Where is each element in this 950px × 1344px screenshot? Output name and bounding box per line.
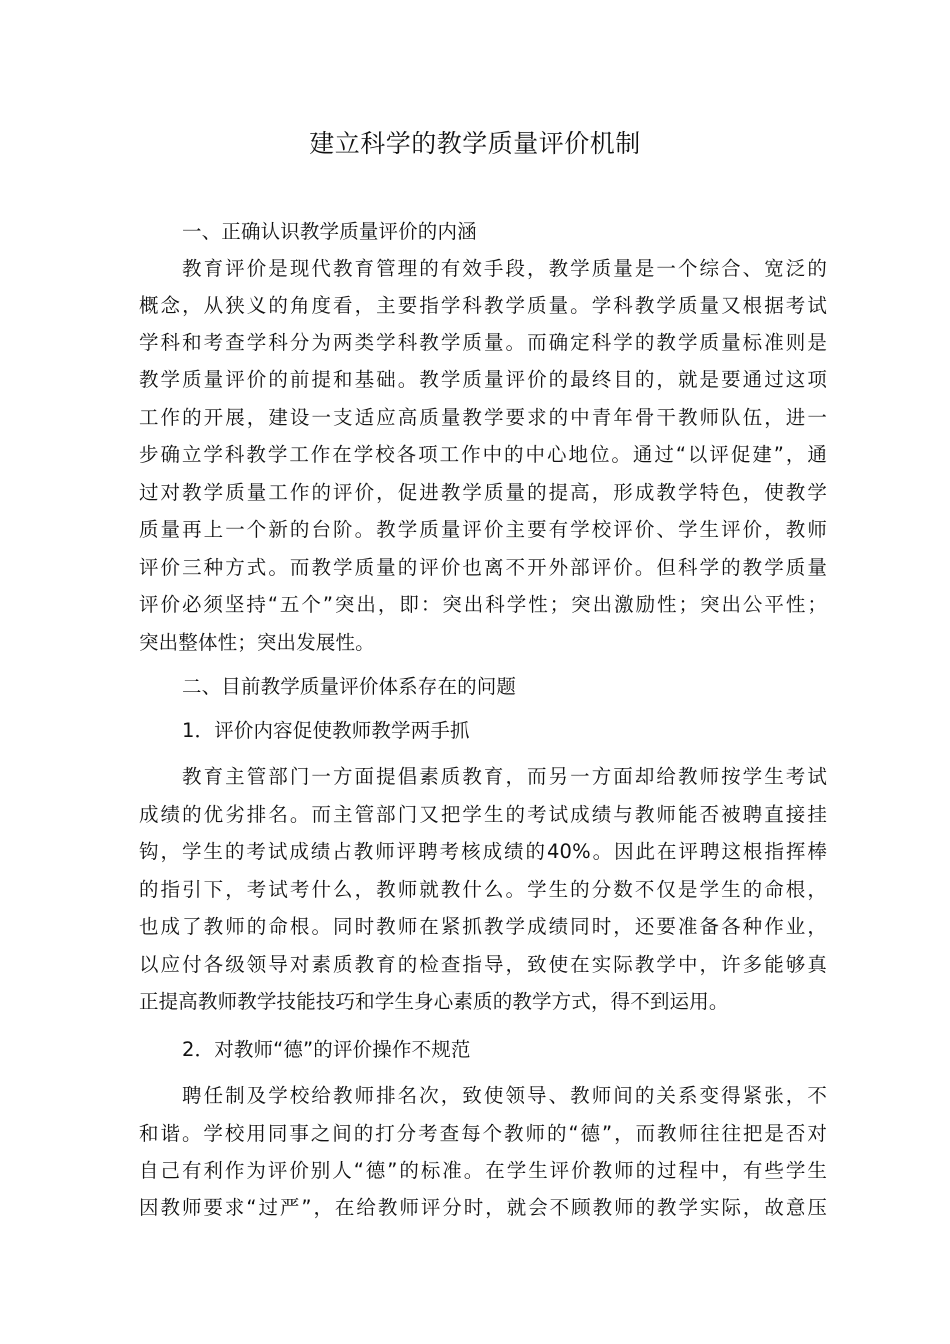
paragraph-line: 正提高教师教学技能技巧和学生身心素质的教学方式，得不到运用。 — [139, 990, 729, 1013]
paragraph-line: 学科和考查学科分为两类学科教学质量。而确定科学的教学质量标准则是 — [139, 331, 827, 354]
paragraph-line: 和谐。学校用同事之间的打分考查每个教师的“德”，而教师往往把是否对 — [139, 1122, 827, 1145]
paragraph-line: 以应付各级领导对素质教育的检查指导，致使在实际教学中，许多能够真 — [139, 953, 827, 976]
section-heading-1: 一、正确认识教学质量评价的内涵 — [182, 220, 477, 243]
paragraph-line: 钩，学生的考试成绩占教师评聘考核成绩的40%。因此在评聘这根指挥棒 — [139, 840, 827, 863]
paragraph-line: 的指引下，考试考什么，教师就教什么。学生的分数不仅是学生的命根， — [139, 878, 827, 901]
paragraph-line: 教育评价是现代教育管理的有效手段，教学质量是一个综合、宽泛的 — [182, 257, 827, 280]
subsection-heading-2: 2．对教师“德”的评价操作不规范 — [182, 1038, 471, 1061]
paragraph-line: 工作的开展，建设一支适应高质量教学要求的中青年骨干教师队伍，进一 — [139, 406, 827, 429]
paragraph-line: 概念，从狭义的角度看，主要指学科教学质量。学科教学质量又根据考试 — [139, 294, 827, 317]
paragraph-line: 教学质量评价的前提和基础。教学质量评价的最终目的，就是要通过这项 — [139, 368, 827, 391]
paragraph-line: 自己有利作为评价别人“德”的标准。在学生评价教师的过程中，有些学生 — [139, 1159, 827, 1182]
paragraph-line: 成绩的优劣排名。而主管部门又把学生的考试成绩与教师能否被聘直接挂 — [139, 803, 827, 826]
section-heading-2: 二、目前教学质量评价体系存在的问题 — [182, 675, 517, 698]
paragraph-line: 因教师要求“过严”，在给教师评分时，就会不顾教师的教学实际，故意压 — [139, 1196, 827, 1219]
paragraph-line: 步确立学科教学工作在学校各项工作中的中心地位。通过“以评促建”，通 — [139, 443, 827, 466]
paragraph-line: 聘任制及学校给教师排名次，致使领导、教师间的关系变得紧张，不 — [182, 1084, 827, 1107]
paragraph-line: 评价必须坚持“五个”突出，即：突出科学性；突出激励性；突出公平性； — [139, 593, 827, 616]
paragraph-line: 突出整体性；突出发展性。 — [139, 631, 375, 654]
paragraph-line: 过对教学质量工作的评价，促进教学质量的提高，形成教学特色，使教学 — [139, 481, 827, 504]
paragraph-line: 教育主管部门一方面提倡素质教育，而另一方面却给教师按学生考试 — [182, 765, 827, 788]
paragraph-line: 质量再上一个新的台阶。教学质量评价主要有学校评价、学生评价，教师 — [139, 518, 827, 541]
document-title: 建立科学的教学质量评价机制 — [309, 129, 641, 158]
subsection-heading-1: 1．评价内容促使教师教学两手抓 — [182, 719, 470, 742]
paragraph-line: 也成了教师的命根。同时教师在紧抓教学成绩同时，还要准备各种作业， — [139, 915, 827, 938]
paragraph-line: 评价三种方式。而教学质量的评价也离不开外部评价。但科学的教学质量 — [139, 556, 827, 579]
